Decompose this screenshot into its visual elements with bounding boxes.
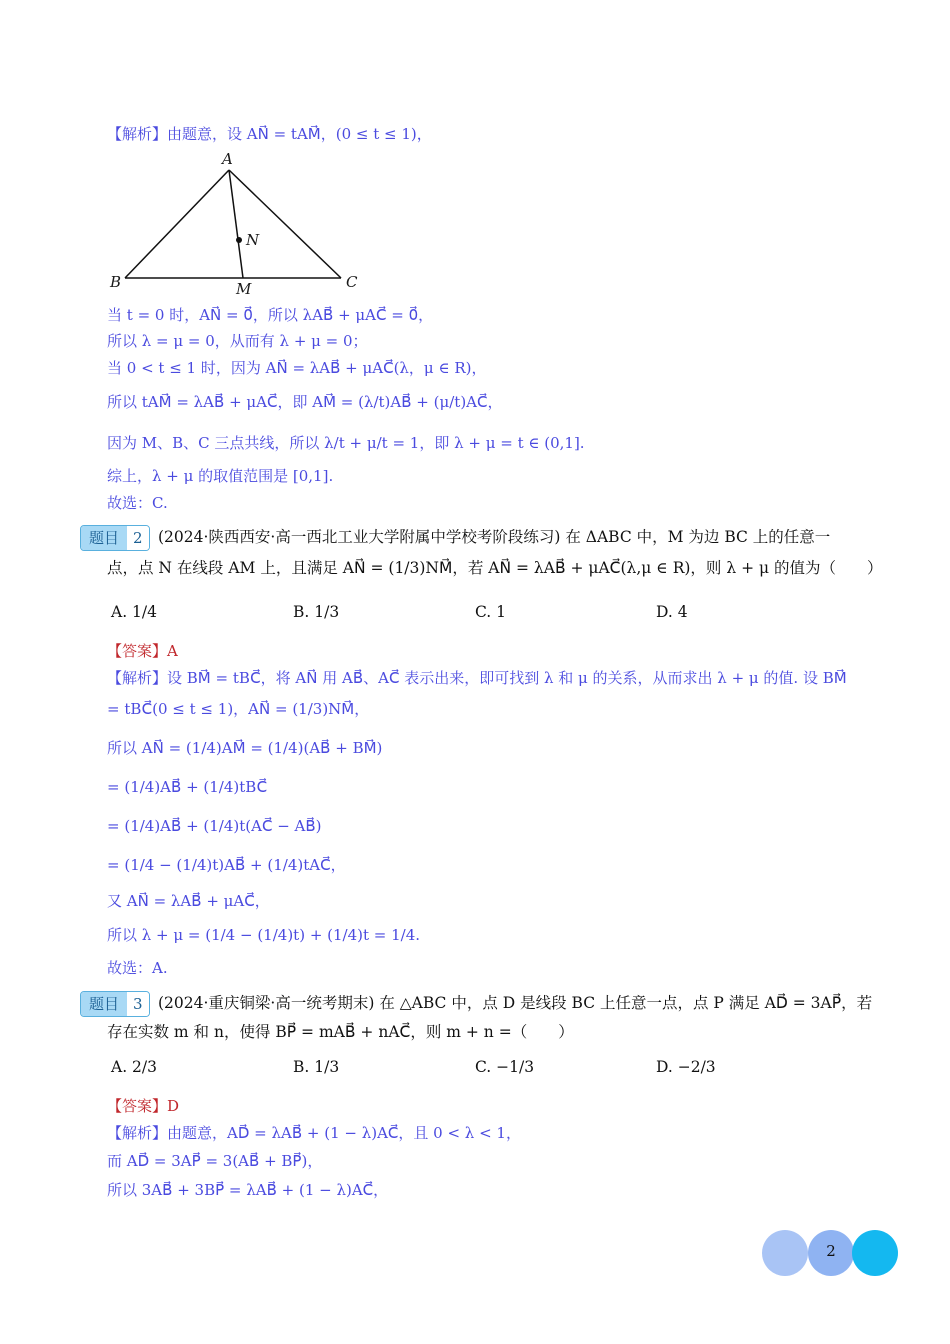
label-B: B <box>110 273 122 291</box>
problem3-stem-line2: 存在实数 m 和 n，使得 BP⃗ = mAB⃗ + nAC⃗，则 m + n =（ ） <box>107 1023 574 1041</box>
solution1-line: 所以 tAM⃗ = λAB⃗ + μAC⃗，即 AM⃗ = (λ/t)AB⃗ + (μ/t)AC⃗， <box>107 393 503 411</box>
solution1-intro: 【解析】由题意，设 AN⃗ = tAM⃗，(0 ≤ t ≤ 1)， <box>107 125 432 143</box>
problem2-stem-line2: 点，点 N 在线段 AM 上，且满足 AN⃗ = (1/3)NM⃗，若 AN⃗ = λAB⃗ + μAC⃗(λ,μ ∈ R)，则 λ + μ 的值为（ ） <box>107 559 883 577</box>
problem2-solution-line: 所以 λ + μ = (1/4 − (1/4)t) + (1/4)t = 1/4. <box>107 926 421 944</box>
problem2-solution-line: = (1/4 − (1/4)t)AB⃗ + (1/4)tAC⃗， <box>107 856 346 874</box>
problem2-solution-line: 所以 AN⃗ = (1/4)AM⃗ = (1/4)(AB⃗ + BM⃗) <box>107 739 383 757</box>
solution1-line: 当 0 < t ≤ 1 时，因为 AN⃗ = λAB⃗ + μAC⃗(λ，μ ∈ R)， <box>107 359 487 377</box>
solution1-line: 当 t = 0 时，AN⃗ = 0⃗，所以 λAB⃗ + μAC⃗ = 0⃗， <box>107 306 434 324</box>
problem3-option-c: C. −1/3 <box>475 1058 535 1076</box>
label-M: M <box>236 280 252 298</box>
triangle-figure <box>105 150 365 300</box>
problem2-stem-line1: (2024·陕西西安·高一西北工业大学附属中学校考阶段练习) 在 ΔABC 中，M 为边 BC 上的任意一 <box>158 528 831 546</box>
problem2-solution-line: 故选：A. <box>107 959 168 977</box>
problem2-answer: 【答案】A <box>107 642 178 660</box>
problem3-answer: 【答案】D <box>107 1097 180 1115</box>
label-N: N <box>246 231 260 249</box>
problem2-option-b: B. 1/3 <box>293 603 340 621</box>
label-A: A <box>222 150 233 168</box>
problem2-solution-line: = tBC⃗(0 ≤ t ≤ 1)，AN⃗ = (1/3)NM⃗， <box>107 700 370 718</box>
solution1-line: 故选：C. <box>107 494 168 512</box>
solution1-line: 因为 M、B、C 三点共线，所以 λ/t + μ/t = 1，即 λ + μ = t ∈ (0,1]. <box>107 434 585 452</box>
problem2-badge <box>80 525 150 551</box>
label-C: C <box>346 273 358 291</box>
problem2-solution-line: 【解析】设 BM⃗ = tBC⃗，将 AN⃗ 用 AB⃗、AC⃗ 表示出来，即可找到 λ 和 μ 的关系，从而求出 λ + μ 的值. 设 BM⃗ <box>107 669 847 687</box>
problem3-badge <box>80 991 150 1017</box>
problem2-option-d: D. 4 <box>656 603 688 621</box>
problem2-solution-line: = (1/4)AB⃗ + (1/4)t(AC⃗ − AB⃗) <box>107 817 322 835</box>
problem3-option-b: B. 1/3 <box>293 1058 340 1076</box>
badge-label: 题目 <box>81 992 127 1016</box>
problem3-solution-line: 【解析】由题意，AD⃗ = λAB⃗ + (1 − λ)AC⃗，且 0 < λ < 1， <box>107 1124 521 1142</box>
page-number: 2 <box>826 1242 836 1260</box>
solution1-line: 所以 λ = μ = 0，从而有 λ + μ = 0； <box>107 332 368 350</box>
problem3-option-d: D. −2/3 <box>656 1058 716 1076</box>
page-circle-right <box>852 1230 898 1276</box>
problem2-solution-line: = (1/4)AB⃗ + (1/4)tBC⃗ <box>107 778 268 796</box>
problem2-option-a: A. 1/4 <box>111 603 157 621</box>
badge-label: 题目 <box>81 526 127 550</box>
problem3-solution-line: 而 AD⃗ = 3AP⃗ = 3(AB⃗ + BP⃗)， <box>107 1152 323 1170</box>
solution1-line: 综上，λ + μ 的取值范围是 [0,1]. <box>107 467 334 485</box>
problem3-option-a: A. 2/3 <box>111 1058 157 1076</box>
problem2-option-c: C. 1 <box>475 603 507 621</box>
page-circle-left <box>762 1230 808 1276</box>
problem2-solution-line: 又 AN⃗ = λAB⃗ + μAC⃗， <box>107 892 270 910</box>
badge-number: 2 <box>127 526 149 550</box>
problem3-solution-line: 所以 3AB⃗ + 3BP⃗ = λAB⃗ + (1 − λ)AC⃗， <box>107 1181 389 1199</box>
badge-number: 3 <box>127 992 149 1016</box>
problem3-stem-line1: (2024·重庆铜梁·高一统考期末) 在 △ABC 中，点 D 是线段 BC 上任意一点，点 P 满足 AD⃗ = 3AP⃗，若 <box>158 994 873 1012</box>
